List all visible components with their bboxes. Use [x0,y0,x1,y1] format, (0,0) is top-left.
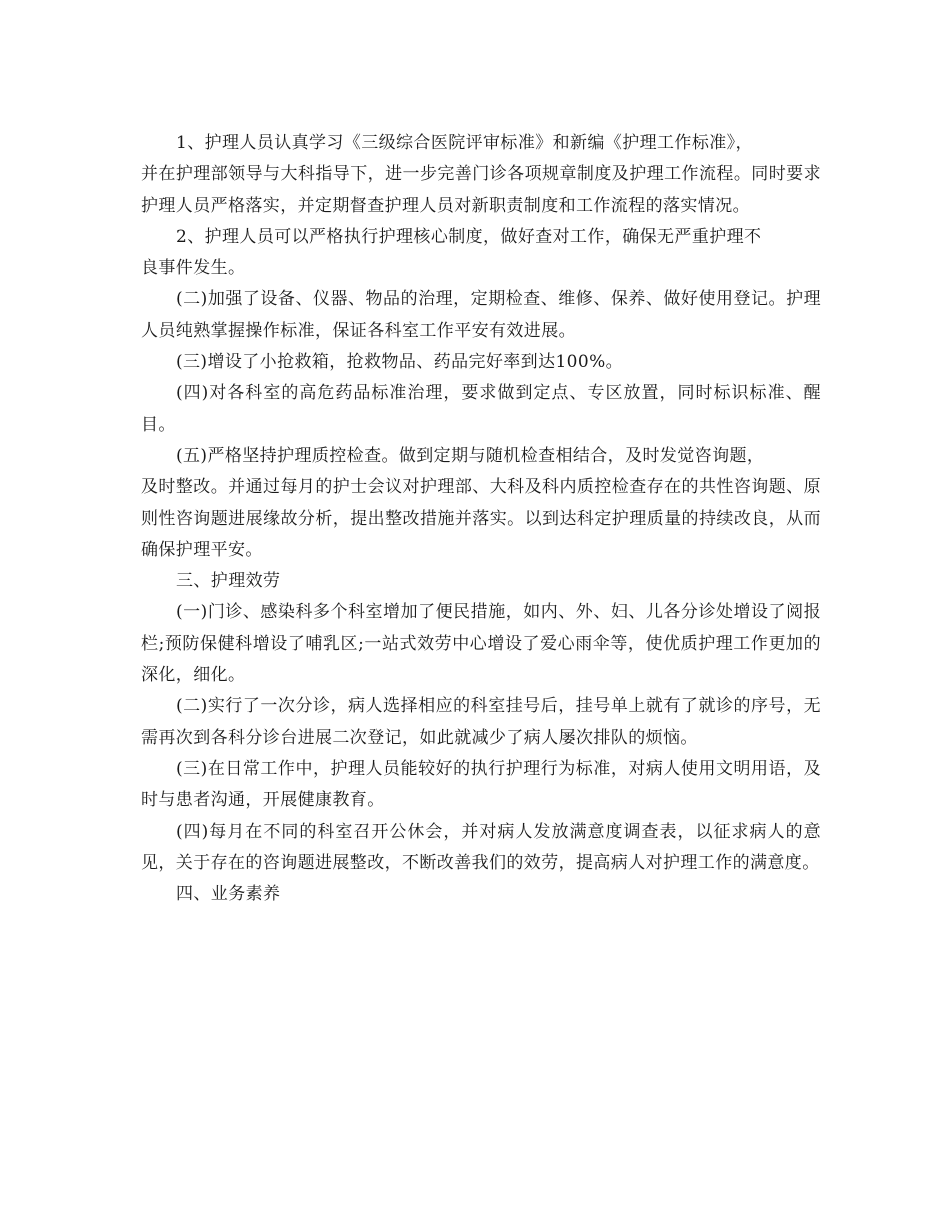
paragraph-study-standards: 1、护理人员认真学习《三级综合医院评审标准》和新编《护理工作标准》， 并在护理部领导与大科指导下，进一步完善门诊各项规章制度及护理工作流程。同时要求护理人员严格落实，并定期督查护理人员对新职责制度和工作流程的落实情况。 [141,133,821,216]
paragraph-high-risk-drugs: (四)对各科室的高危药品标准治理，要求做到定点、专区放置，同时标识标准、醒目。 [141,383,821,435]
paragraph-core-system: 2、护理人员可以严格执行护理核心制度，做好查对工作，确保无严重护理不 良事件发生。 [141,226,762,279]
paragraph-daily-work: (三)在日常工作中，护理人员能较好的执行护理行为标准，对病人使用文明用语，及时与患者沟通，开展健康教育。 [141,758,821,811]
section-heading-nursing-service: 三、护理效劳 [176,571,281,592]
paragraph-monthly-meeting: (四)每月在不同的科室召开公休会，并对病人发放满意度调查表，以征求病人的意见，关于存在的咨询题进展整改，不断改善我们的效劳，提高病人对护理工作的满意度。 [141,821,821,873]
section-heading-professional-quality: 四、业务素养 [176,884,281,905]
paragraph-quality-control: (五)严格坚持护理质控检查。做到定期与随机检查相结合，及时发觉咨询题， 及时整改。并通过每月的护士会议对护理部、大科及科内质控检查存在的共性咨询题、原则性咨询题进展缘故分析，提出整改措施并落实。以到达科定护理质量的持续改良，从而确保护理平安。 [141,445,821,560]
paragraph-rescue-kit: (三)增设了小抢救箱，抢救物品、药品完好率到达100%。 [176,352,624,373]
paragraph-convenience-measures: (一)门诊、感染科多个科室增加了便民措施，如内、外、妇、儿各分诊处增设了阅报栏;预防保健科增设了哺乳区;一站式效劳中心增设了爱心雨伞等，使优质护理工作更加的深化，细化。 [141,602,821,686]
paragraph-triage: (二)实行了一次分诊，病人选择相应的科室挂号后，挂号单上就有了就诊的序号，无需再次到各科分诊台进展二次登记，如此就减少了病人屡次排队的烦恼。 [141,696,821,748]
document-body [141,128,821,910]
paragraph-equipment-management: (二)加强了设备、仪器、物品的治理，定期检查、维修、保养、做好使用登记。护理人员纯熟掌握操作标准，保证各科室工作平安有效进展。 [141,289,821,341]
